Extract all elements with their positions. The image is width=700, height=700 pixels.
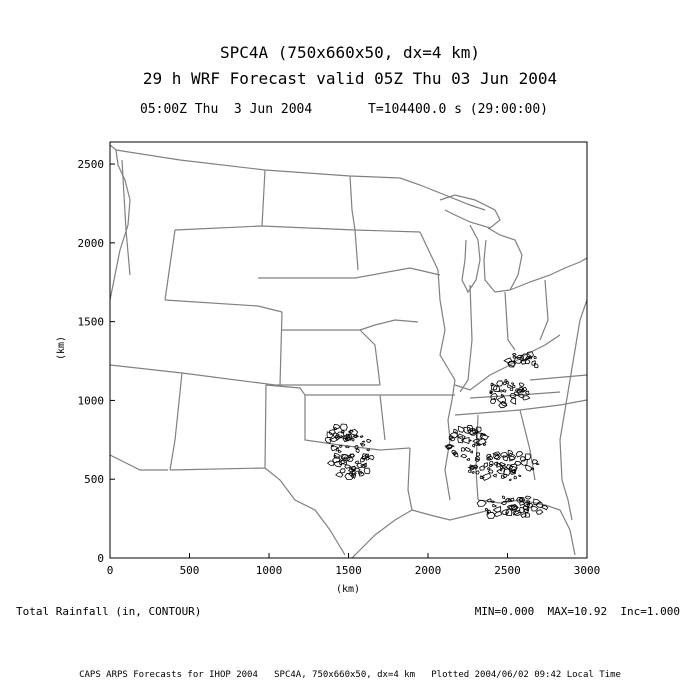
field-stats: MIN=0.000 MAX=10.92 Inc=1.000 [474,605,680,618]
lake-michigan [462,225,480,292]
rainfall-contour [493,474,496,477]
rainfall-contour [472,472,474,474]
border-co-east [280,312,282,385]
rainfall-contour [510,388,513,391]
rainfall-contour [489,464,492,466]
border-co-north [165,300,282,312]
rainfall-contour [476,471,479,474]
border-tx-la [408,448,412,510]
footer-credit: CAPS ARPS Forecasts for IHOP 2004 SPC4A, 750x660x50, dx=4 km Plotted 2004/06/02 09:42 Local Time [79,670,621,680]
x-tick-label: 3000 [573,564,601,577]
rainfall-contour [505,380,507,382]
x-tick-label: 2500 [494,564,521,577]
field-label: Total Rainfall (in, CONTOUR) [16,605,202,618]
rainfall-contour [367,439,371,442]
rainfall-contour [504,382,507,385]
texas-coast [352,510,412,558]
rainfall-contour [521,459,528,465]
rainfall-contour [501,395,503,397]
rainfall-contour [336,472,343,477]
x-tick-label: 0 [106,564,114,577]
border-va-nc [530,375,587,380]
rainfall-contour [469,440,471,442]
rainfall-contour [510,456,515,461]
title-line-1: SPC4A (750x660x50, dx=4 km) [219,43,481,62]
y-axis-title: (km) [56,335,67,361]
border-mt-wy [175,226,420,232]
rainfall-contour [484,463,488,468]
border-nm-tx-north [170,385,266,470]
rainfall-contour [349,437,352,439]
rainfall-contour [513,385,516,387]
border-in-oh [505,292,515,350]
rainfall-contour [475,459,479,462]
x-tick-label: 2000 [414,564,442,577]
rainfall-contour [355,461,358,464]
rainfall-contour [360,436,363,438]
rainfall-contour [340,445,343,447]
valid-time-label: 05:00Z Thu 3 Jun 2004 [140,102,313,117]
border-sd-ne [258,268,440,278]
rainfall-contour [526,465,533,471]
rainfall-contour [509,479,511,481]
rainfall-contour [520,383,525,387]
rainfall-contour [492,504,496,507]
border-ia-il [420,232,455,380]
rainfall-contour [536,510,542,515]
rainfall-contour [458,426,464,432]
border-mt-dakotas [262,170,265,226]
rainfall-contour [516,452,522,457]
border-az-nm [170,373,182,470]
border-tx-red-river [305,395,410,450]
lower-michigan [484,228,522,292]
rainfall-contour [512,383,514,385]
gulf-coast-east [478,500,575,555]
rainfall-contour [345,465,351,469]
rainfall-contour [360,443,363,445]
x-tick-label: 1000 [255,564,283,577]
rainfall-contour [523,396,530,400]
rainfall-contour [461,448,464,451]
rainfall-contour [504,358,512,363]
atlantic-coast [560,300,587,520]
rainfall-contour [508,385,512,388]
y-tick-label: 1500 [77,315,104,329]
rainfall-contour [472,444,474,447]
rainfall-contour [356,449,359,452]
rainfall-contour [454,454,458,458]
rainfall-contour [503,390,506,392]
y-tick-label: 500 [84,473,104,487]
rainfall-contour [497,381,503,387]
rainfall-contour [516,389,519,392]
border-nd-mn [350,176,358,270]
x-tick-label: 1500 [335,564,362,577]
rainfall-contour [465,447,470,451]
border-oh-pa [540,280,548,340]
model-time-label: T=104400.0 s (29:00:00) [368,102,549,117]
rainfall-contour [344,436,346,439]
rainfall-contour [339,450,342,452]
rainfall-contour [483,444,485,446]
rainfall-contour [364,468,370,474]
rainfall-contour [532,506,538,511]
rainfall-contour [467,459,470,461]
border-la-gulf [412,510,490,520]
rainfall-contour [488,468,490,470]
rainfall-contour [536,464,539,465]
border-ne-ks [282,320,418,330]
y-tick-label: 2500 [77,158,104,172]
rainfall-contour [510,398,515,404]
rainfall-contour [526,454,531,460]
rainfall-contour [534,356,536,358]
rainfall-contour [514,476,517,479]
rainfall-contour [500,390,503,392]
plot-frame [110,142,587,558]
rainfall-contour [520,507,524,512]
lake-superior [440,195,500,228]
rainfall-contour [494,462,498,465]
rainfall-contour [532,460,537,464]
rainfall-contour [485,509,487,511]
rainfall-contour [542,506,548,510]
rainfall-contour [363,441,365,442]
y-tick-label: 0 [97,552,104,565]
y-tick-label: 1000 [77,394,104,408]
west-coast-boundary [110,145,130,300]
axis-ticks [78,158,601,577]
rainfall-contour [333,424,340,430]
rainfall-contour [340,424,348,430]
rainfall-contour [494,511,502,516]
texas-rio-grande [265,468,345,555]
rainfall-contour [357,463,364,467]
x-axis-title: (km) [335,584,361,595]
x-tick-label: 500 [179,564,200,577]
state-boundaries [110,145,587,558]
border-ut-az [110,365,380,385]
border-il-in [460,285,472,392]
rainfall-contour [461,454,467,457]
mexico-southwest [110,455,168,470]
lake-erie-ontario [510,258,587,290]
mississippi-river [445,380,455,500]
canada-border [116,150,485,210]
rainfall-contour [525,496,531,499]
border-ks-mo [360,330,380,385]
border-wy-west [165,230,175,300]
border-ok-pan [266,385,385,440]
rainfall-contour [515,461,521,465]
rainfall-contour [502,496,504,499]
y-tick-label: 2000 [77,236,104,250]
rainfall-contour [367,449,370,451]
rainfall-contour [471,451,473,453]
rainfall-contour [488,470,493,473]
rainfall-contour [519,475,521,477]
rainfall-contour [513,353,517,355]
rainfall-contour [480,466,485,470]
rainfall-contours [325,352,547,519]
title-line-2: 29 h WRF Forecast valid 05Z Thu 03 Jun 2004 [142,69,558,88]
rainfall-contour [352,439,354,441]
rainfall-contour [345,446,349,448]
